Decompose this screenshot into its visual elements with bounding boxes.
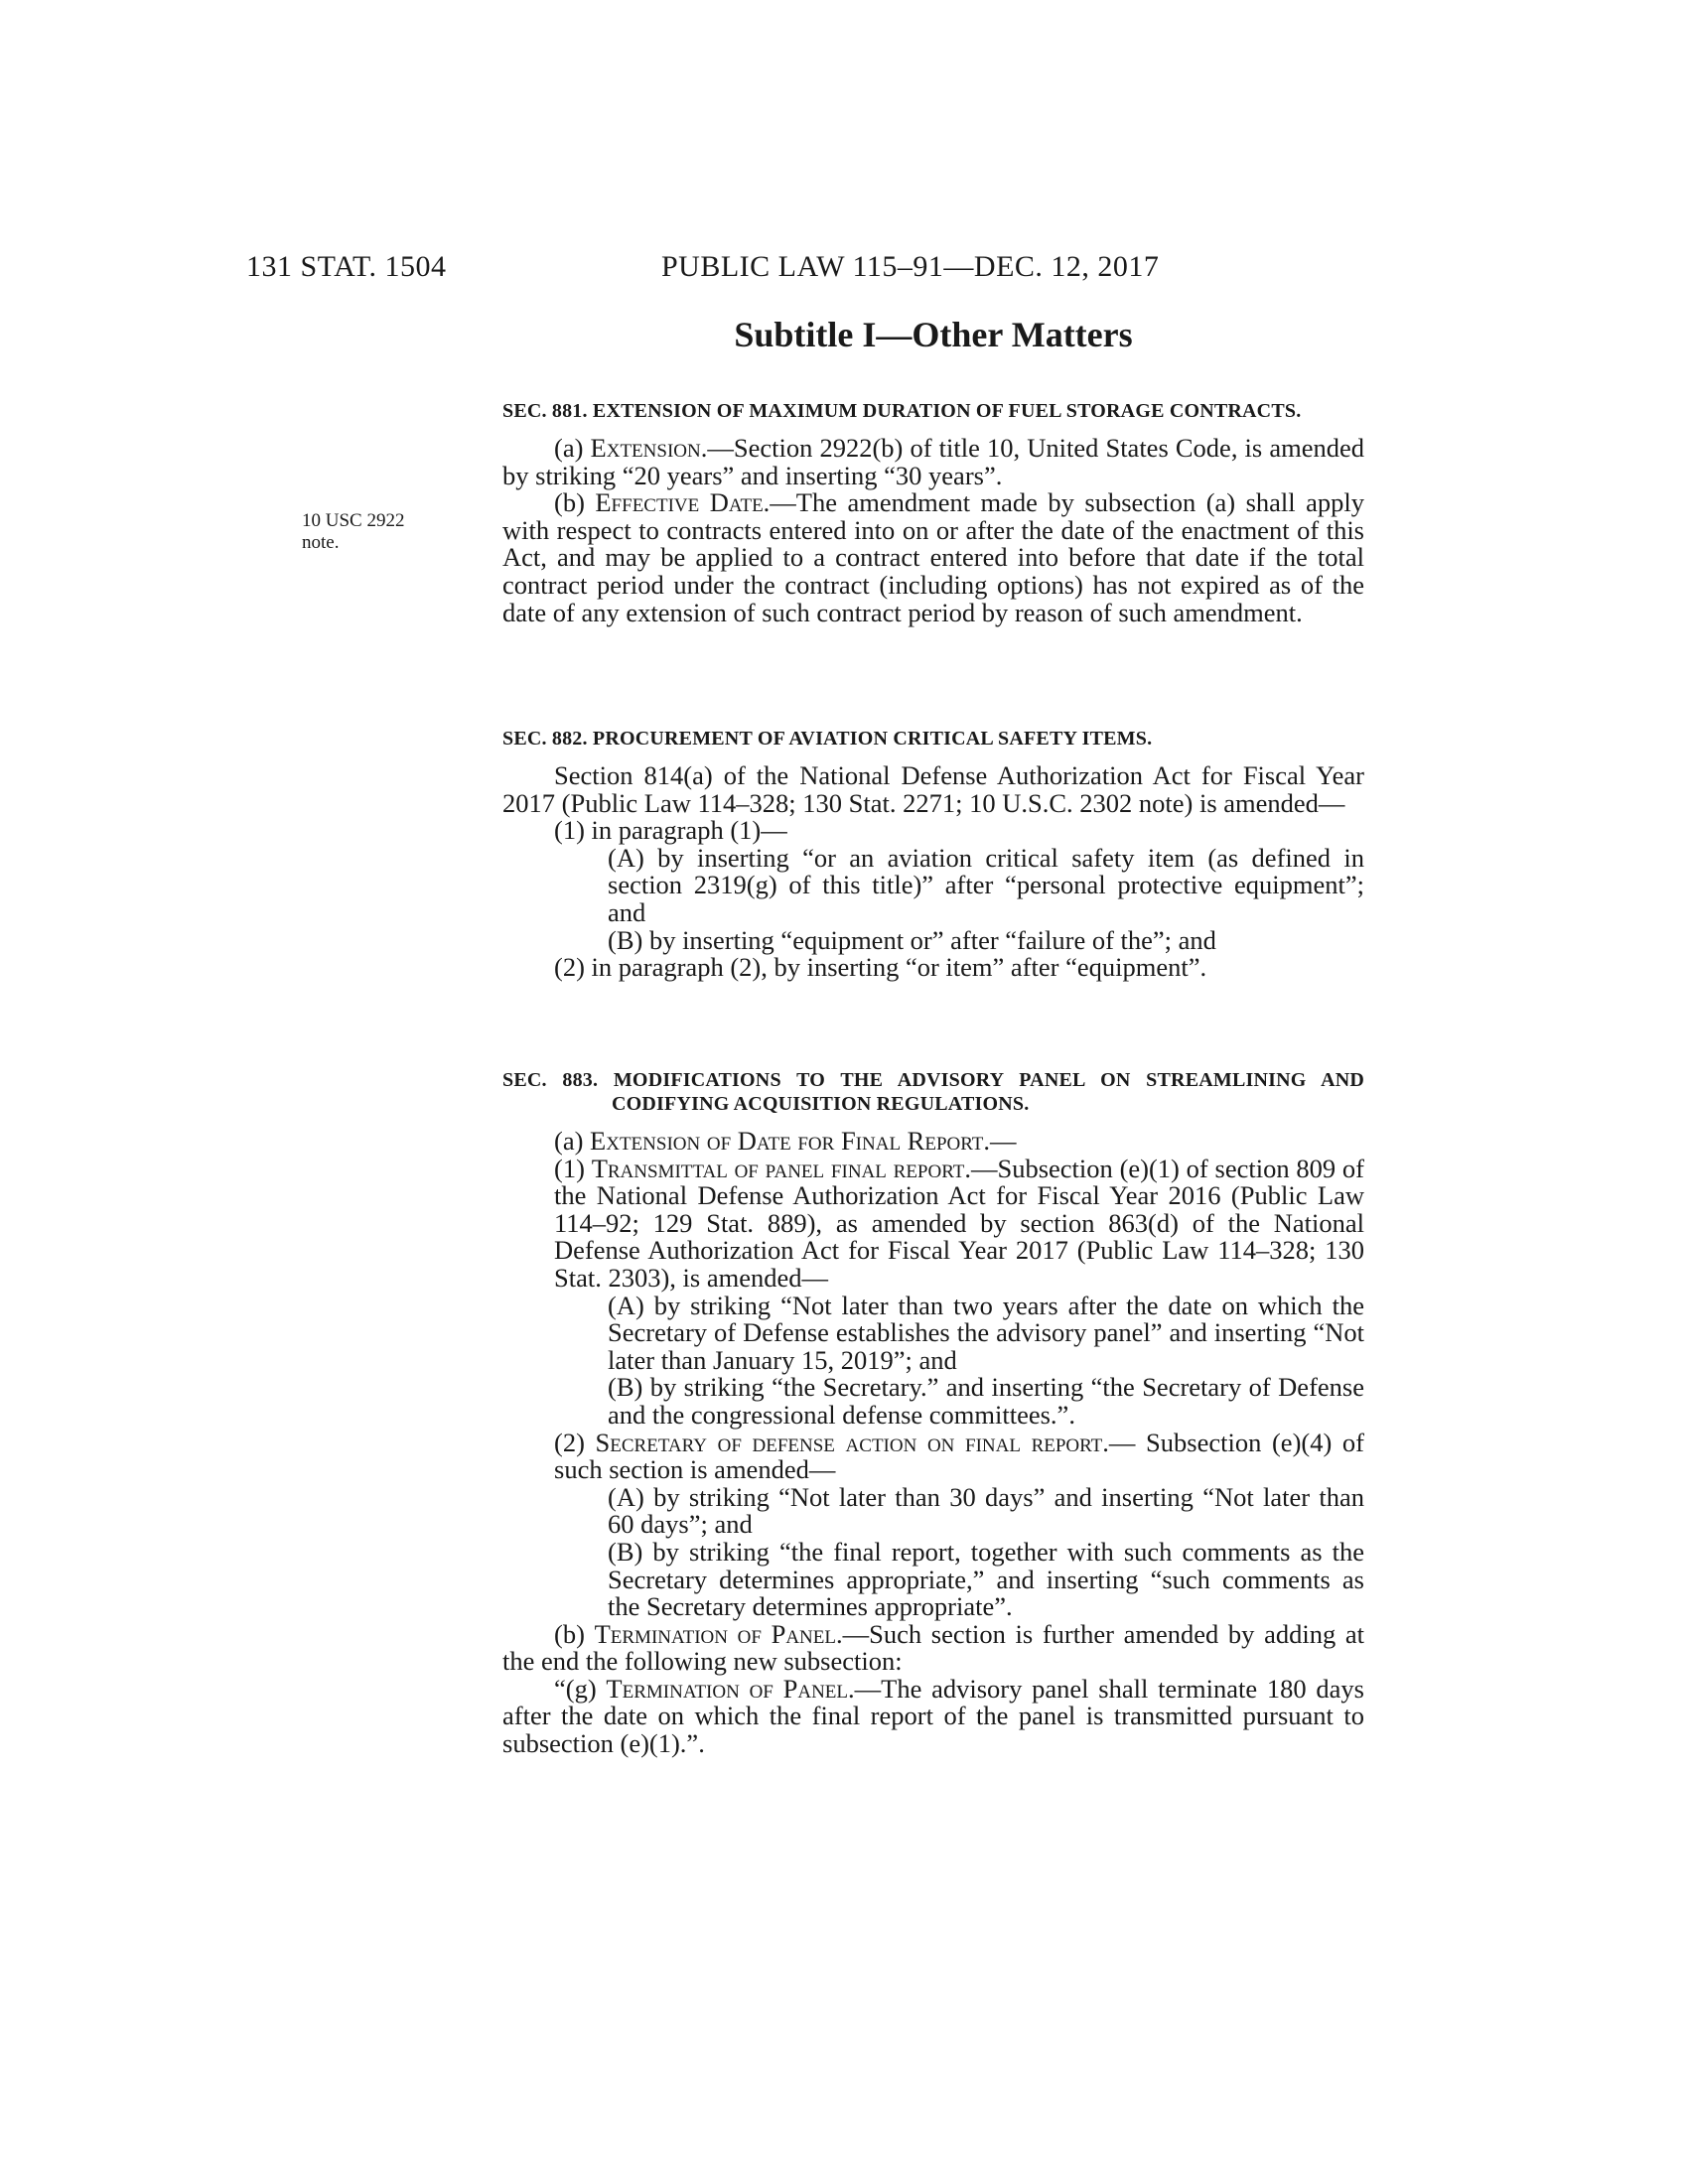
paragraph-label: (1) (554, 1153, 592, 1183)
subsection-text: .—The amendment made by subsection (a) shall apply with respect to contracts entered into on or after the date of the enactment of this Act, and may be applied to a contract entered into before that date if the total contract period under the contract (including options) has not expired as of the date of any extension of such contract period by reason of such amendment. (502, 487, 1364, 627)
section-883-subsection-b (502, 1618, 1365, 1677)
section-883-subparagraph-a1B: (B) by striking “the Secretary.” and inserting “the Secretary of Defense and the congressional defense committees.”. (608, 1372, 1364, 1430)
subsection-label: (a) (554, 433, 591, 463)
subsection-caption: Termination of Panel (606, 1673, 849, 1704)
subsection-text: .—Section 2922(b) of title 10, United States Code, is amended by striking “20 years” and inserting “30 years”. (502, 433, 1364, 490)
subsection-label: (b) (554, 487, 596, 518)
margin-note-citation: 10 USC 2922 (302, 510, 405, 531)
section-882-paragraph-2: (2) in paragraph (2), by inserting “or item” after “equipment”. (554, 952, 1207, 983)
section-883 (502, 1068, 1364, 1758)
subsection-label: (b) (554, 1618, 595, 1649)
section-882-paragraph-1: (1) in paragraph (1)— (554, 815, 787, 846)
section-881-subsection-b (502, 489, 1364, 626)
section-882 (502, 727, 1364, 982)
law-running-head: PUBLIC LAW 115–91—DEC. 12, 2017 (661, 250, 1160, 283)
subsection-caption: Extension (590, 433, 701, 463)
section-883-subsection-a (502, 1128, 1364, 1156)
subsection-label: (a) (554, 1126, 591, 1156)
section-883-subparagraph-a1A: (A) by striking “Not later than two years after the date on which the Secretary of Defense establishes the advisory panel” and inserting “Not later than January 15, 2019”; and (608, 1290, 1364, 1375)
paragraph-text: .—Subsection (e)(1) of section 809 of the National Defense Authorization Act for Fiscal Year 2016 (Public Law 114–92; 129 Stat. 889), as amended by section 863(d) of the National Defense Authorization Act for Fiscal Year 2017 (Public Law 114–328; 130 Stat. 2303), is amended— (554, 1153, 1364, 1293)
subtitle-heading: Subtitle I—Other Matters (734, 315, 1133, 354)
section-882-paragraph-1A: (A) by inserting “or an aviation critical safety item (as defined in section 2319(g) of this title)” after “personal protective equipment”; and (608, 842, 1364, 927)
section-883-paragraph-a1 (502, 1153, 1364, 1293)
paragraph-caption: Transmittal of panel final report (591, 1153, 965, 1183)
subsection-label: “(g) (554, 1673, 607, 1704)
subsection-caption: Termination of Panel (594, 1618, 836, 1649)
section-883-heading: SEC. 883. MODIFICATIONS TO THE ADVISORY PANEL ON STREAMLINING AND CODIFYING ACQUISITION REGULATIONS. (502, 1069, 1364, 1115)
section-883-subparagraph-a2B: (B) by striking “the final report, together with such comments as the Secretary determines appropriate,” and inserting “such comments as the Secretary determines appropriate”. (608, 1536, 1364, 1622)
margin-note-suffix: note. (302, 532, 340, 553)
section-883-new-subsection-g (502, 1673, 1364, 1759)
section-881 (502, 399, 1364, 626)
paragraph-text: .— Subsection (e)(4) of such section is amended— (554, 1427, 1364, 1485)
margin-note (302, 510, 404, 554)
subsection-caption: Extension of Date for Final Report (590, 1126, 984, 1156)
subsection-text: .— (983, 1126, 1017, 1156)
section-882-heading: SEC. 882. PROCUREMENT OF AVIATION CRITICAL SAFETY ITEMS. (502, 728, 1153, 750)
paragraph-caption: Secretary of defense action on final report (595, 1427, 1103, 1457)
subsection-text: .—The advisory panel shall terminate 180 days after the date on which the final report of the panel is transmitted pursuant to subsection (e)(1).”. (502, 1673, 1364, 1759)
section-883-subparagraph-a2A: (A) by striking “Not later than 30 days” and inserting “Not later than 60 days”; and (608, 1481, 1364, 1540)
section-882-intro: Section 814(a) of the National Defense Authorization Act for Fiscal Year 2017 (Public Law 114–328; 130 Stat. 2271; 10 U.S.C. 2302 note) is amended— (502, 760, 1364, 818)
stat-page-number: 131 STAT. 1504 (246, 250, 447, 283)
section-882-paragraph-1B: (B) by inserting “equipment or” after “failure of the”; and (608, 924, 1216, 955)
paragraph-label: (2) (554, 1427, 596, 1457)
section-881-heading: SEC. 881. EXTENSION OF MAXIMUM DURATION OF FUEL STORAGE CONTRACTS. (502, 400, 1302, 422)
section-883-paragraph-a2 (502, 1427, 1364, 1485)
section-881-subsection-a (502, 435, 1364, 489)
subsection-text: .—Such section is further amended by adding at the end the following new subsection: (502, 1618, 1365, 1677)
subsection-caption: Effective Date (595, 487, 764, 518)
